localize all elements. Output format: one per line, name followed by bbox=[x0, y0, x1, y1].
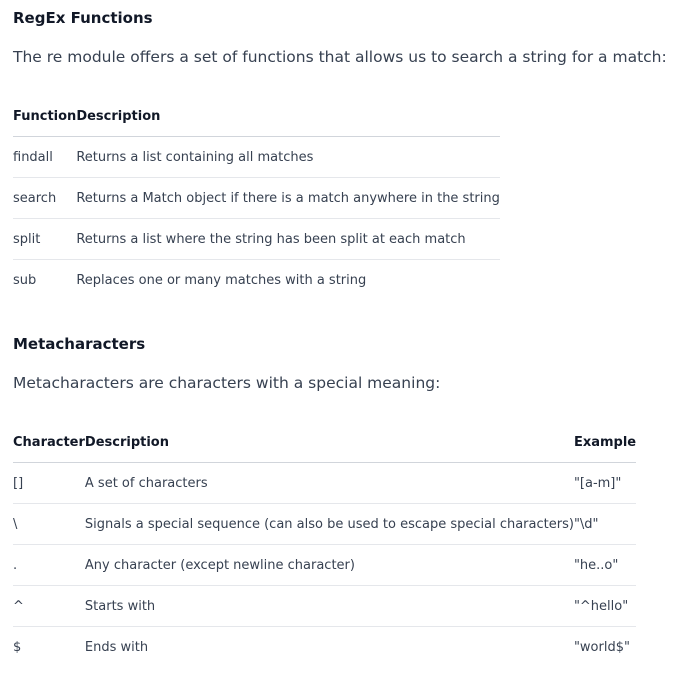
function-description: Returns a list containing all matches bbox=[76, 137, 500, 178]
functions-table-header bbox=[13, 96, 500, 137]
regex-functions-intro: The re module offers a set of functions that allows us to search a string for a match: bbox=[13, 48, 667, 66]
metachar-symbol: ^ bbox=[13, 586, 85, 627]
column-header-character: Character bbox=[13, 422, 85, 463]
column-header-example: Example bbox=[574, 422, 636, 463]
table-row bbox=[13, 137, 500, 178]
metacharacters-heading: Metacharacters bbox=[13, 335, 146, 353]
table-row bbox=[13, 627, 636, 668]
function-description: Returns a list where the string has been split at each match bbox=[76, 219, 500, 260]
function-name: search bbox=[13, 178, 76, 219]
function-name: sub bbox=[13, 272, 37, 288]
metachar-description: A set of characters bbox=[85, 463, 574, 504]
table-row bbox=[13, 178, 500, 219]
table-row bbox=[13, 586, 636, 627]
metachar-example: "world$" bbox=[573, 639, 630, 655]
metachar-description: Any character (except newline character) bbox=[85, 545, 574, 586]
table-row bbox=[13, 219, 500, 260]
metacharacters-table-header bbox=[13, 422, 636, 463]
metachar-description: Signals a special sequence (can also be used to escape special characters) bbox=[85, 504, 574, 545]
metachar-example: "he..o" bbox=[574, 545, 636, 586]
table-row bbox=[13, 260, 500, 301]
metachar-description: Ends with bbox=[84, 639, 149, 655]
column-header-function: Function bbox=[13, 96, 76, 137]
metachar-example: "\d" bbox=[574, 504, 636, 545]
functions-table bbox=[13, 96, 500, 300]
table-row bbox=[13, 545, 636, 586]
metacharacters-table bbox=[13, 422, 636, 667]
function-name: split bbox=[13, 219, 76, 260]
metachar-symbol: [] bbox=[13, 463, 85, 504]
metachar-example: "[a-m]" bbox=[574, 463, 636, 504]
metachar-symbol: \ bbox=[13, 504, 85, 545]
column-header-description: Description bbox=[85, 422, 574, 463]
function-name: findall bbox=[13, 137, 76, 178]
table-row bbox=[13, 504, 636, 545]
column-header-description: Description bbox=[76, 96, 500, 137]
regex-functions-heading: RegEx Functions bbox=[13, 9, 153, 27]
function-description: Replaces one or many matches with a string bbox=[76, 272, 367, 288]
metachar-example: "^hello" bbox=[574, 586, 636, 627]
function-description: Returns a Match object if there is a match anywhere in the string bbox=[76, 178, 500, 219]
metacharacters-intro: Metacharacters are characters with a special meaning: bbox=[13, 374, 441, 392]
metachar-symbol: . bbox=[13, 545, 85, 586]
metachar-description: Starts with bbox=[85, 586, 574, 627]
metachar-symbol: $ bbox=[13, 639, 22, 655]
table-row bbox=[13, 463, 636, 504]
